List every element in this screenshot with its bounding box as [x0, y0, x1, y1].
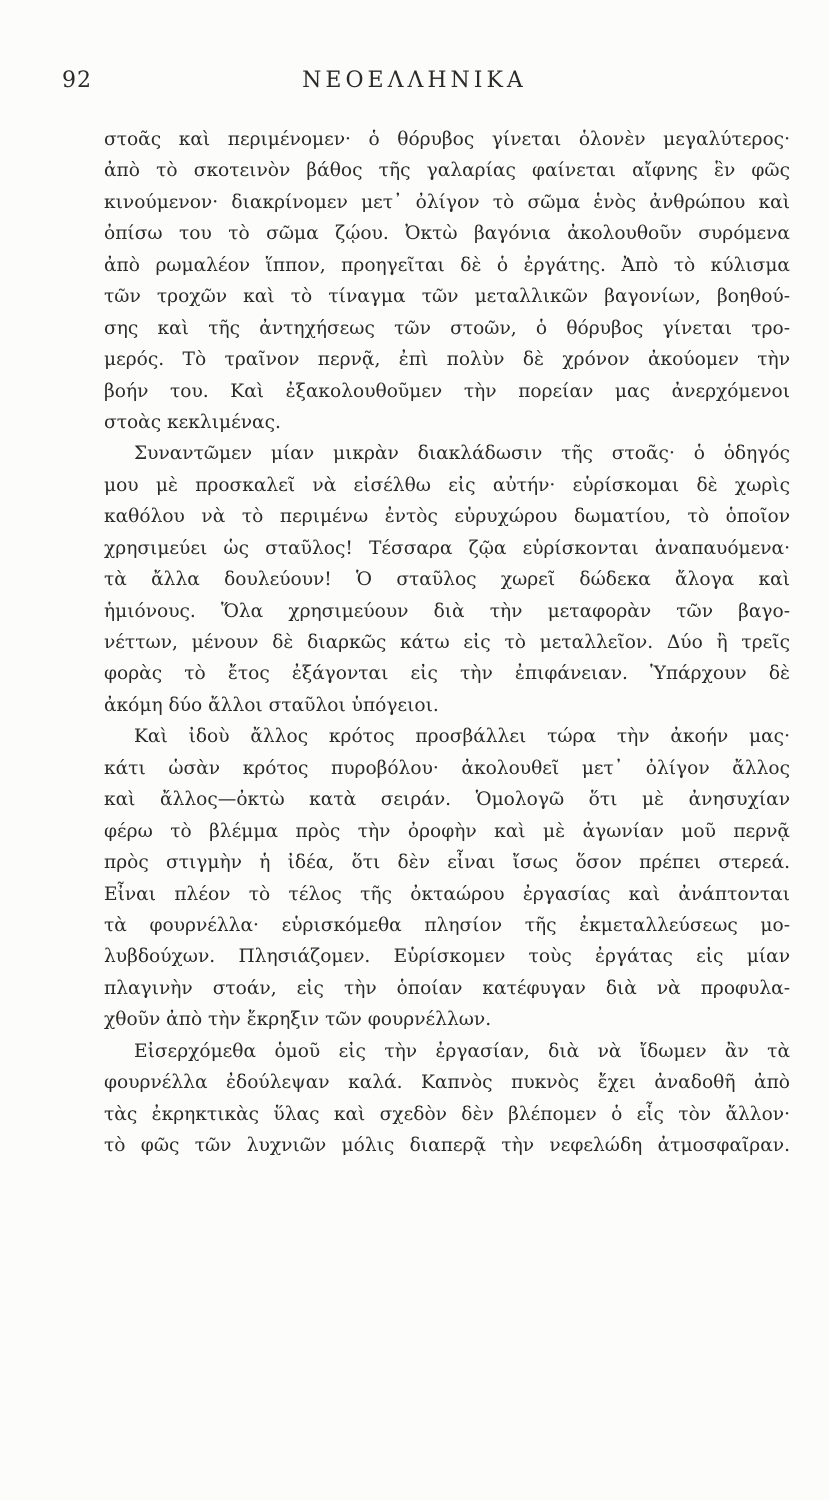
- text-line: πρὸς στιγμὴν ἡ ἰδέα, ὅτι δὲν εἶναι ἴσως ὅσον πρέπει στερεά.: [104, 852, 790, 874]
- text-line: φέρω τὸ βλέμμα πρὸς τὴν ὀροφὴν καὶ μὲ ἀγωνίαν μοῦ περνᾷ: [104, 820, 790, 842]
- text-line: μερός. Τὸ τραῖνον περνᾷ, ἐπὶ πολὺν δὲ χρόνον ἀκούομεν τὴν: [104, 349, 790, 371]
- text-line: πλαγινὴν στοάν, εἰς τὴν ὁποίαν κατέφυγαν διὰ νὰ προφυλα-: [104, 977, 790, 999]
- text-line: Συναντῶμεν μίαν μικρὰν διακλάδωσιν τῆς στοᾶς· ὁ ὁδηγός: [134, 443, 790, 465]
- text-line: φορὰς τὸ ἔτος ἐξάγονται εἰς τὴν ἐπιφάνειαν. Ὑπάρχουν δὲ: [104, 663, 790, 685]
- text-line: καὶ ἄλλος—ὀκτὼ κατὰ σειράν. Ὁμολογῶ ὅτι μὲ ἀνησυχίαν: [104, 789, 790, 811]
- page-number: 92: [62, 68, 92, 93]
- text-line: στοὰς κεκλιμένας.: [104, 411, 281, 433]
- running-title: ΝΕΟΕΛΛΗΝΙΚΑ: [302, 68, 527, 93]
- text-line: χρησιμεύει ὡς σταῦλος! Τέσσαρα ζῷα εὑρίσκονται ἀναπαυόμενα·: [104, 537, 790, 559]
- text-line: ἀκόμη δύο ἄλλοι σταῦλοι ὑπόγειοι.: [104, 694, 439, 716]
- text-line: Καὶ ἰδοὺ ἄλλος κρότος προσβάλλει τώρα τὴν ἀκοήν μας·: [134, 726, 790, 748]
- text-line: κινούμενον· διακρίνομεν μετ᾽ ὀλίγον τὸ σῶμα ἑνὸς ἀνθρώπου καὶ: [104, 191, 790, 213]
- text-line: τὸ φῶς τῶν λυχνιῶν μόλις διαπερᾷ τὴν νεφελώδη ἀτμοσφαῖραν.: [104, 1135, 790, 1156]
- text-line: τὰς ἐκρηκτικὰς ὕλας καὶ σχεδὸν δὲν βλέπομεν ὁ εἷς τὸν ἄλλον·: [104, 1103, 790, 1125]
- text-line: φουρνέλλα ἐδούλεψαν καλά. Καπνὸς πυκνὸς ἔχει ἀναδοθῆ ἀπὸ: [104, 1072, 790, 1094]
- text-line: τὰ ἄλλα δουλεύουν! Ὁ σταῦλος χωρεῖ δώδεκα ἄλογα καὶ: [104, 569, 790, 591]
- text-line: ὀπίσω του τὸ σῶμα ζῴου. Ὀκτὼ βαγόνια ἀκολουθοῦν συρόμενα: [104, 223, 790, 245]
- page-header: [0, 68, 829, 108]
- text-line: λυβδούχων. Πλησιάζομεν. Εὑρίσκομεν τοὺς ἐργάτας εἰς μίαν: [104, 946, 790, 968]
- text-line: ἀπὸ τὸ σκοτεινὸν βάθος τῆς γαλαρίας φαίνεται αἴφνης ἓν φῶς: [104, 160, 790, 182]
- text-line: καθόλου νὰ τὸ περιμένω ἐντὸς εὐρυχώρου δωματίου, τὸ ὁποῖον: [104, 506, 790, 528]
- text-line: τῶν τροχῶν καὶ τὸ τίναγμα τῶν μεταλλικῶν βαγονίων, βοηθού-: [104, 286, 790, 308]
- text-line: κάτι ὡσὰν κρότος πυροβόλου· ἀκολουθεῖ μετ᾽ ὀλίγον ἄλλος: [104, 757, 790, 779]
- text-line: νέττων, μένουν δὲ διαρκῶς κάτω εἰς τὸ μεταλλεῖον. Δύο ἢ τρεῖς: [104, 632, 790, 653]
- text-line: στοᾶς καὶ περιμένομεν· ὁ θόρυβος γίνεται ὁλονὲν μεγαλύτερος·: [104, 129, 790, 150]
- body-text: [104, 124, 790, 1161]
- text-line: χθοῦν ἀπὸ τὴν ἔκρηξιν τῶν φουρνέλλων.: [104, 1009, 492, 1031]
- text-line: Εἶναι πλέον τὸ τέλος τῆς ὀκταώρου ἐργασίας καὶ ἀνάπτονται: [104, 883, 790, 905]
- text-line: ἡμιόνους. Ὅλα χρησιμεύουν διὰ τὴν μεταφορὰν τῶν βαγο-: [104, 600, 790, 622]
- text-line: ἀπὸ ρωμαλέον ἵππον, προηγεῖται δὲ ὁ ἐργάτης. Ἀπὸ τὸ κύλισμα: [104, 254, 790, 276]
- text-line: τὰ φουρνέλλα· εὑρισκόμεθα πλησίον τῆς ἐκμεταλλεύσεως μο-: [104, 914, 790, 936]
- text-line: Εἰσερχόμεθα ὁμοῦ εἰς τὴν ἐργασίαν, διὰ νὰ ἴδωμεν ἂν τὰ: [134, 1040, 790, 1062]
- text-line: μου μὲ προσκαλεῖ νὰ εἰσέλθω εἰς αὐτήν· εὑρίσκομαι δὲ χωρὶς: [104, 474, 790, 496]
- text-line: βοήν του. Καὶ ἐξακολουθοῦμεν τὴν πορείαν μας ἀνερχόμενοι: [104, 380, 790, 402]
- text-line: σης καὶ τῆς ἀντηχήσεως τῶν στοῶν, ὁ θόρυβος γίνεται τρο-: [104, 317, 790, 339]
